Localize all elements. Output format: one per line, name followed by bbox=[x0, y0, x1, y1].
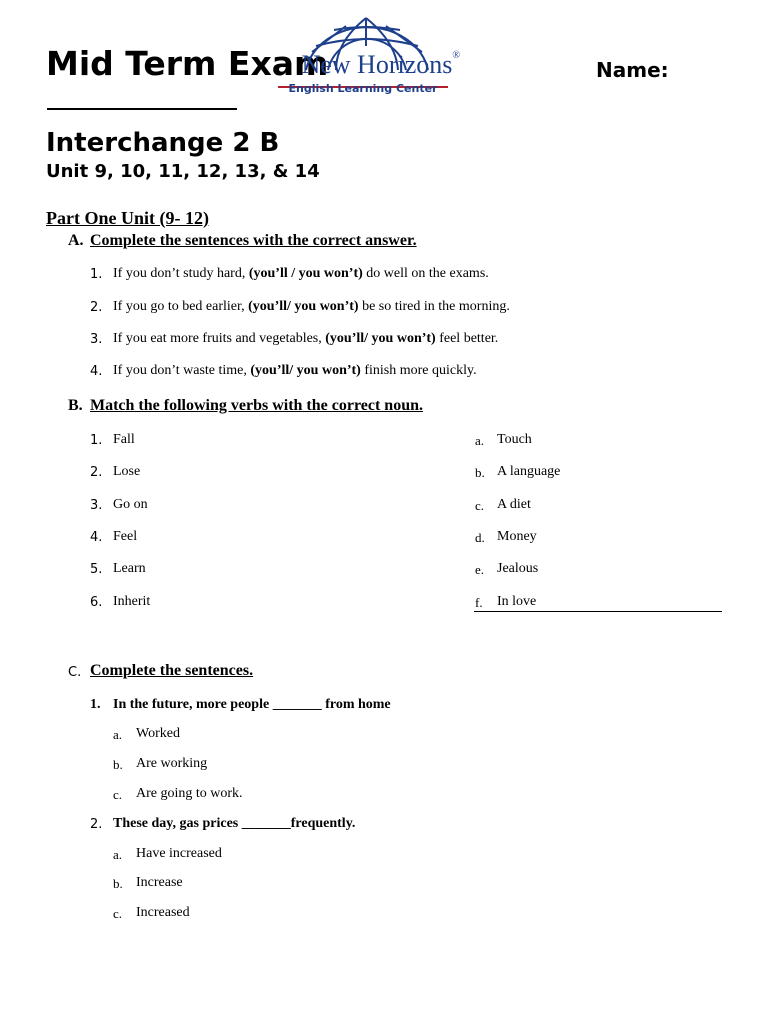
section-b-title: Match the following verbs with the correct noun. bbox=[90, 397, 423, 414]
question-number: 4. bbox=[90, 364, 103, 379]
section-a-letter: A. bbox=[68, 232, 84, 249]
units-line: Unit 9, 10, 11, 12, 13, & 14 bbox=[46, 161, 320, 182]
noun-item: In love bbox=[497, 594, 537, 609]
noun-letter: b. bbox=[475, 465, 485, 480]
option-text: Increase bbox=[136, 875, 183, 890]
verb-number: 5. bbox=[90, 562, 103, 577]
noun-letter: a. bbox=[475, 433, 485, 448]
verb-number: 1. bbox=[90, 433, 103, 448]
noun-item: Jealous bbox=[497, 561, 539, 576]
option-text: Increased bbox=[136, 905, 190, 920]
section-a-title: Complete the sentences with the correct answer. bbox=[90, 232, 417, 249]
verb-number: 2. bbox=[90, 465, 103, 480]
noun-letter: d. bbox=[475, 530, 485, 545]
verb-item: Go on bbox=[113, 497, 148, 512]
verb-item: Feel bbox=[113, 529, 138, 544]
verb-number: 4. bbox=[90, 530, 103, 545]
option-letter: a. bbox=[113, 727, 123, 742]
question-text: If you go to bed earlier, (you’ll/ you won’t) be so tired in the morning. bbox=[113, 299, 510, 314]
book-title: Interchange 2 B bbox=[46, 128, 280, 158]
option-text: Have increased bbox=[136, 846, 222, 861]
section-c-title: Complete the sentences. bbox=[90, 662, 254, 679]
option-text: Worked bbox=[136, 726, 180, 741]
option-letter: b. bbox=[113, 876, 123, 891]
option-letter: a. bbox=[113, 847, 123, 862]
verb-number: 6. bbox=[90, 595, 103, 610]
name-field[interactable] bbox=[47, 108, 237, 110]
new-horizons-logo bbox=[276, 12, 460, 102]
verb-item: Inherit bbox=[113, 594, 151, 609]
answer-underline bbox=[474, 611, 722, 612]
option-text: Are going to work. bbox=[136, 786, 243, 801]
noun-item: Touch bbox=[497, 432, 532, 447]
section-b-letter: B. bbox=[68, 397, 83, 414]
question-number: 1. bbox=[90, 267, 103, 282]
noun-letter: f. bbox=[475, 595, 483, 610]
verb-item: Lose bbox=[113, 464, 141, 479]
logo-name: New Horizons bbox=[301, 50, 453, 79]
exam-title: Mid Term Exam bbox=[46, 44, 329, 83]
part-one-title: Part One Unit (9- 12) bbox=[46, 208, 209, 228]
logo-registered-mark: ® bbox=[452, 50, 460, 61]
name-label: Name: bbox=[596, 58, 669, 82]
section-c-letter: C. bbox=[68, 665, 82, 680]
verb-item: Fall bbox=[113, 432, 135, 447]
option-letter: c. bbox=[113, 787, 123, 802]
question-number: 2. bbox=[90, 817, 103, 832]
question-text: If you don’t study hard, (you’ll / you won’t) do well on the exams. bbox=[113, 266, 489, 281]
question-text: These day, gas prices _______frequently. bbox=[113, 816, 356, 831]
noun-letter: e. bbox=[475, 562, 485, 577]
question-text: If you eat more fruits and vegetables, (you’ll/ you won’t) feel better. bbox=[113, 331, 499, 346]
question-number: 3. bbox=[90, 332, 103, 347]
verb-item: Learn bbox=[113, 561, 146, 576]
noun-item: A diet bbox=[497, 497, 531, 512]
option-letter: c. bbox=[113, 906, 123, 921]
noun-letter: c. bbox=[475, 498, 485, 513]
noun-item: Money bbox=[497, 529, 537, 544]
option-letter: b. bbox=[113, 757, 123, 772]
question-text: In the future, more people _______ from home bbox=[113, 697, 391, 712]
noun-item: A language bbox=[497, 464, 561, 479]
logo-tagline: English Learning Center bbox=[288, 82, 438, 95]
question-number: 2. bbox=[90, 300, 103, 315]
question-number: 1. bbox=[90, 697, 101, 712]
verb-number: 3. bbox=[90, 498, 103, 513]
option-text: Are working bbox=[136, 756, 208, 771]
question-text: If you don’t waste time, (you’ll/ you won’t) finish more quickly. bbox=[113, 363, 477, 378]
